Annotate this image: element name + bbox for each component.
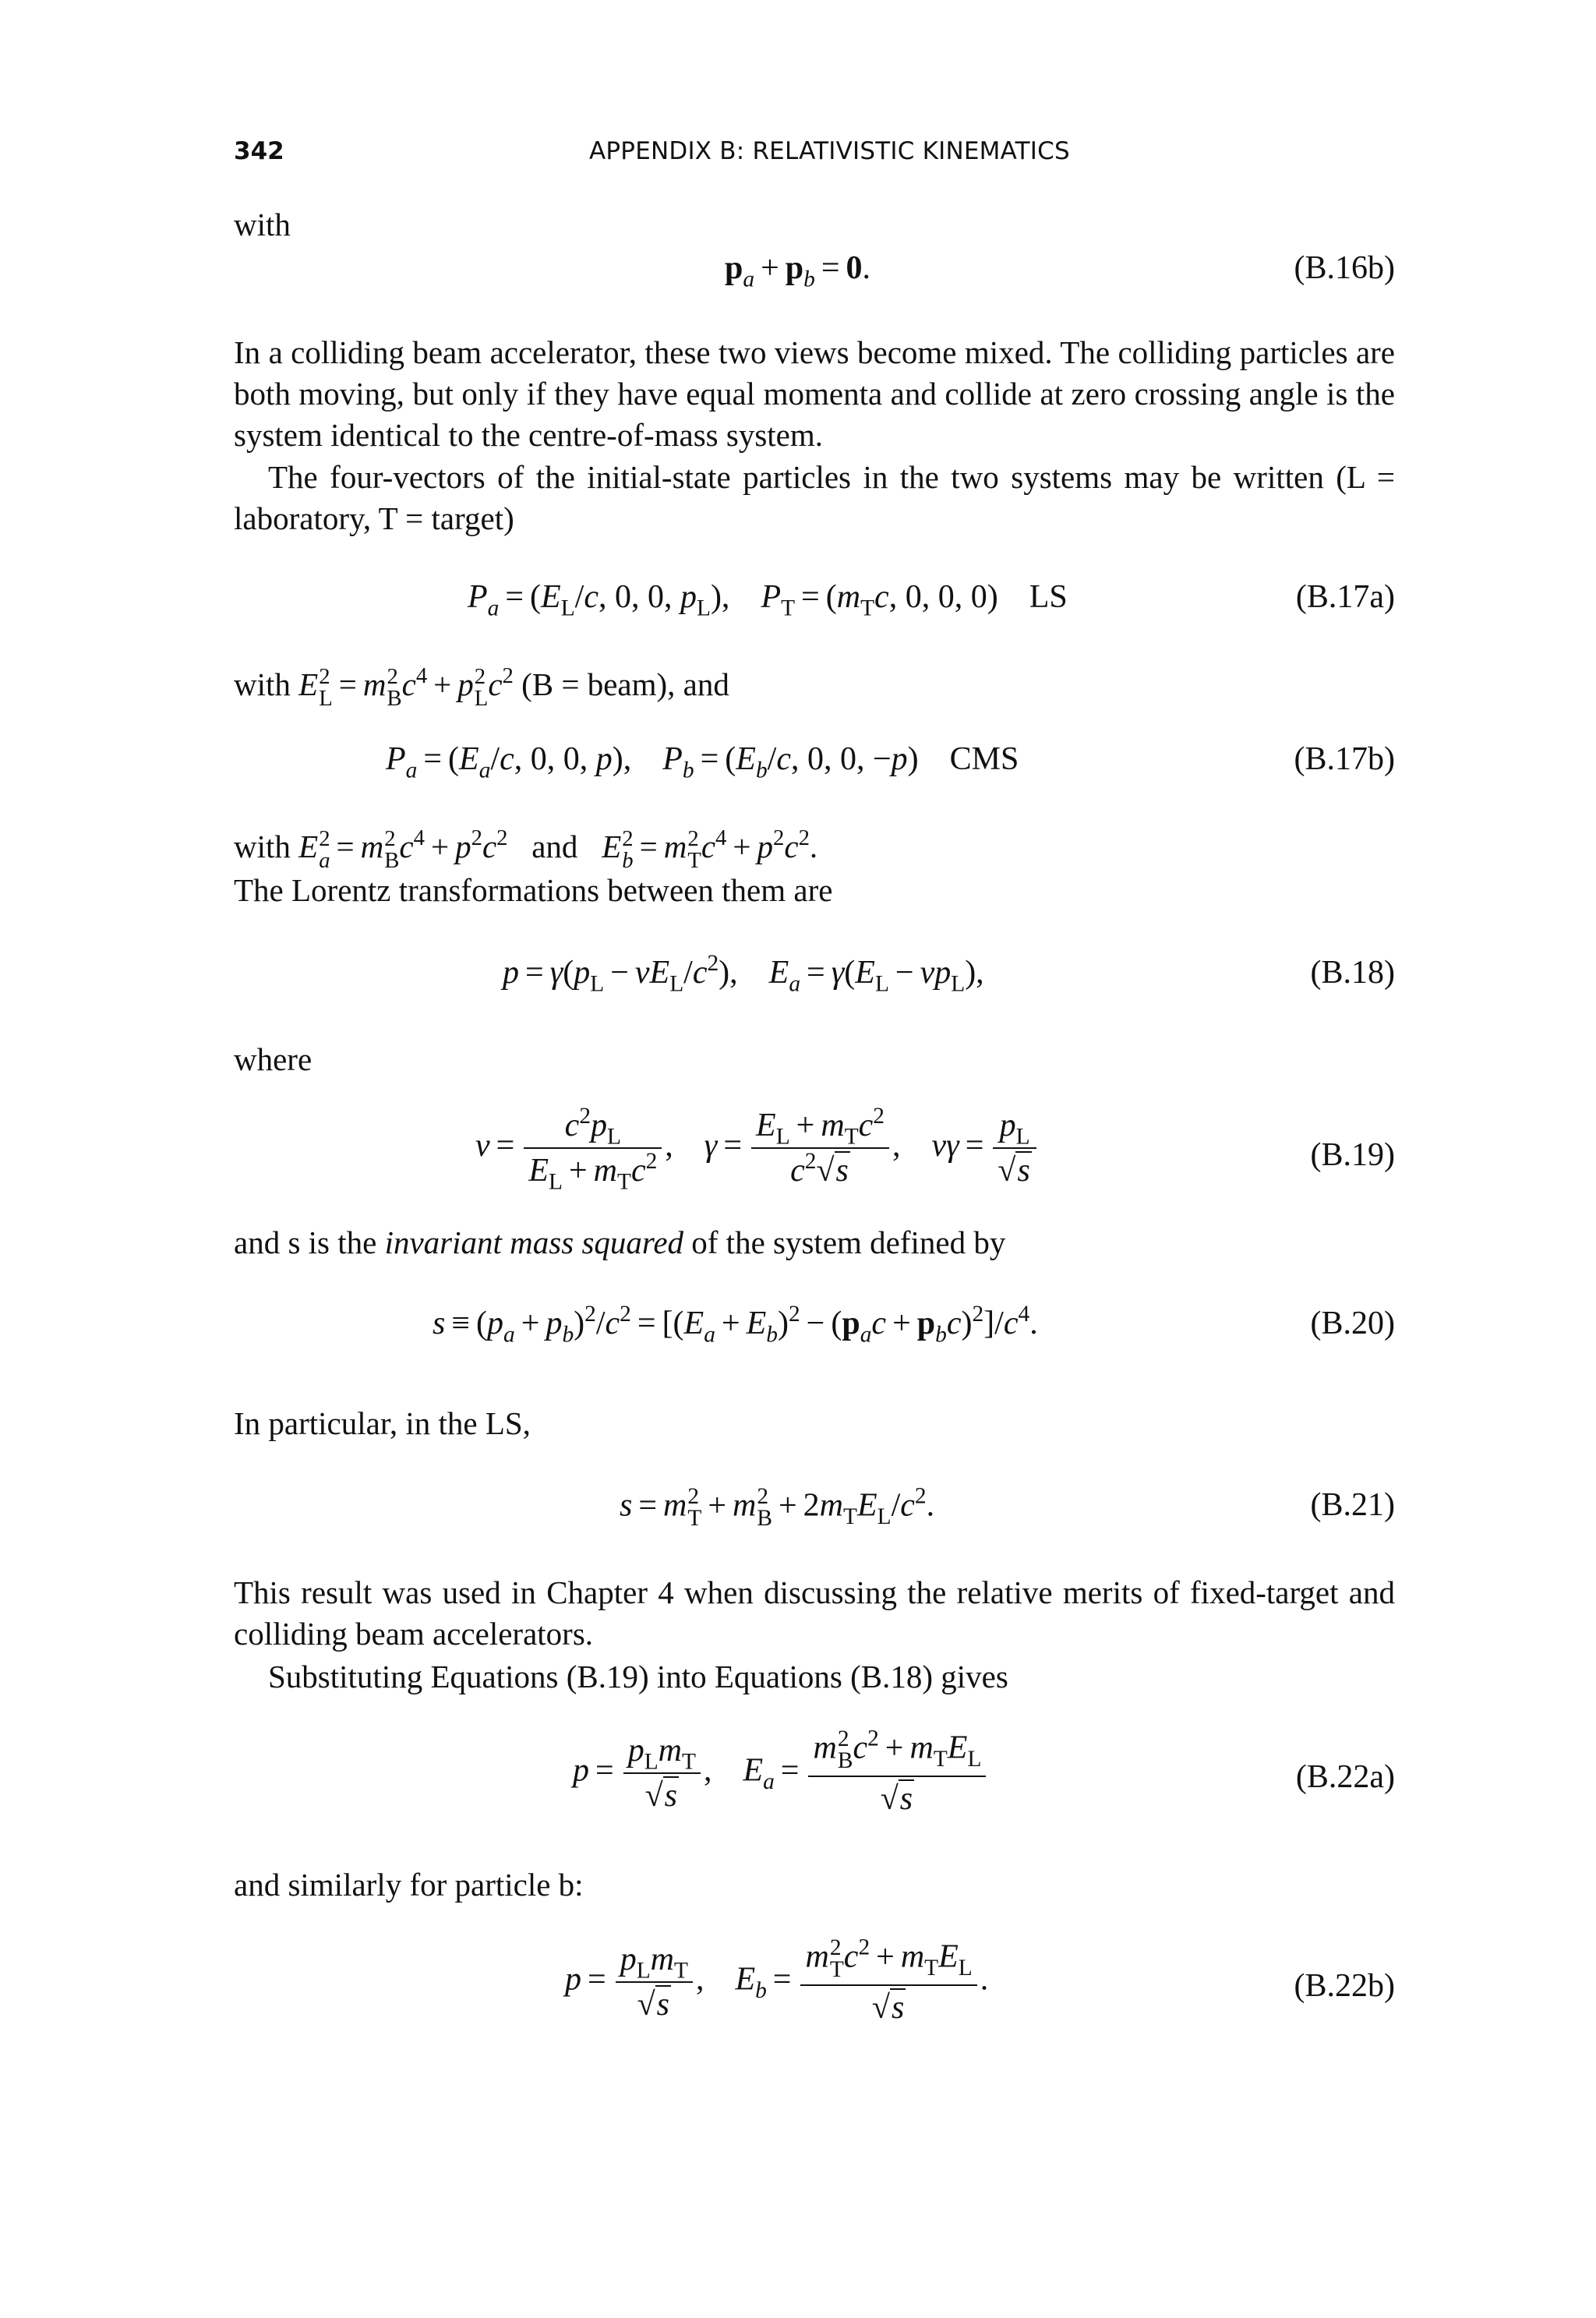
equation-b17a [234, 578, 1395, 648]
equation-b22a-number: (B.22a) [1295, 1759, 1395, 1795]
equation-b22b-body: p = $\frac{p_Lm_T}{√s}$ , $E_b$ = m 2 T $c^2 + m_TE_L$ √s . [565, 1935, 989, 2026]
equation-b21-number: (B.21) [1310, 1487, 1395, 1523]
text-and-word: and [531, 829, 578, 864]
text-with-beam-suffix: (B = beam), and [521, 666, 729, 702]
equation-b22a [234, 1726, 1395, 1838]
equation-b18-body: $p = \gamma(p_L - vE_L/c^2)$, $E_a = \gamma(E_L - vp_L)$, [503, 950, 984, 997]
text-period: . [809, 829, 818, 864]
equation-b17b-tag: CMS [949, 741, 1019, 777]
page-number: 342 [234, 137, 284, 165]
equation-b17a-body: $P_a = (E_L/c$, 0, 0, $p_L$), $P_T = (m_Tc$, 0, 0, 0) LS [468, 579, 1068, 621]
equation-b22b-number: (B.22b) [1294, 1968, 1395, 2004]
text-s-def-pre: and s is the [234, 1224, 385, 1260]
equation-b22a-body: p = $\frac{p_Lm_T}{√s}$ , $E_a$ = m 2 B $c^2 + m_TE_L$ √s [573, 1729, 989, 1818]
text-substituting: Substituting Equations (B.19) into Equations (B.18) gives [268, 1659, 1008, 1694]
equation-b20-number: (B.20) [1310, 1306, 1395, 1341]
equation-b19-body: v = $\frac{c^2p_L}{E_L + m_Tc^2}$ , γ = $\frac{E_L + m_Tc^2}{c^2√s}$ , vγ = $\frac{p_L}{√s}$ [475, 1107, 1040, 1190]
text-with-beam: with E 2 L = m 2 B $c^4 + p$ 2 L $c^2$ (B = beam), and [234, 663, 729, 711]
text-similarly: and similarly for particle b: [234, 1867, 584, 1903]
equation-b17b-body: $P_a = (E_a/c$, 0, 0, p), $P_b = (E_b/c$, 0, 0, −p) CMS [386, 741, 1019, 783]
text-s-def-post: of the system defined by [683, 1224, 1006, 1260]
running-title: APPENDIX B: RELATIVISTIC KINEMATICS [589, 137, 1070, 165]
text-s-definition [234, 1222, 1395, 1263]
text-with-1: with [234, 207, 291, 242]
paragraph-colliding-beam: In a colliding beam accelerator, these two views become mixed. The colliding particles are both moving, but only if they have equal momenta and collide at zero crossing angle is the system identical to the centre-of-mass system. [234, 334, 1395, 453]
paragraph-four-vectors: The four-vectors of the initial-state particles in the two systems may be written (L = laboratory, T = target) [234, 459, 1395, 536]
text-with-energies: with E 2 a = m 2 B $c^4 + p^2c^2$ and E 2 b = m 2 T $c^4 + p^2c^2$. [234, 825, 818, 873]
equation-b21-body: s = m 2 T + m 2 B + $2m_TE_L/c^2$. [620, 1483, 935, 1531]
text-where: where [234, 1041, 312, 1077]
equation-b20 [234, 1301, 1395, 1375]
equation-b16b [234, 249, 1395, 320]
equation-b19 [234, 1103, 1395, 1216]
equation-b22b [234, 1935, 1395, 2047]
text-in-particular: In particular, in the LS, [234, 1405, 531, 1441]
equation-b16b-number: (B.16b) [1294, 250, 1395, 286]
equation-b18-number: (B.18) [1310, 955, 1395, 991]
equation-b17a-tag: LS [1029, 579, 1068, 615]
equation-b21 [234, 1483, 1395, 1557]
equation-b17b-number: (B.17b) [1294, 741, 1395, 777]
paragraph-result: This result was used in Chapter 4 when discussing the relative merits of fixed-target and colliding beam accelerators. [234, 1574, 1395, 1652]
equation-b17a-number: (B.17a) [1295, 579, 1395, 615]
equation-b18 [234, 950, 1395, 1024]
equation-b16b-body: $p_a + p_b = 0$. [725, 250, 870, 292]
text-with-2: with [234, 829, 291, 864]
text-with-beam-prefix: with [234, 666, 291, 702]
text-s-def-emphasis: invariant mass squared [384, 1224, 684, 1260]
page-header [234, 137, 1395, 173]
equation-b19-number: (B.19) [1310, 1137, 1395, 1173]
equation-b17b [234, 740, 1395, 811]
text-lorentz: The Lorentz transformations between them are [234, 872, 833, 908]
equation-b20-body: $s \equiv (p_a + p_b)^2/c^2 = [(E_a + E_b)^2 - (p_ac + p_bc)^2]/c^4$. [433, 1301, 1038, 1348]
